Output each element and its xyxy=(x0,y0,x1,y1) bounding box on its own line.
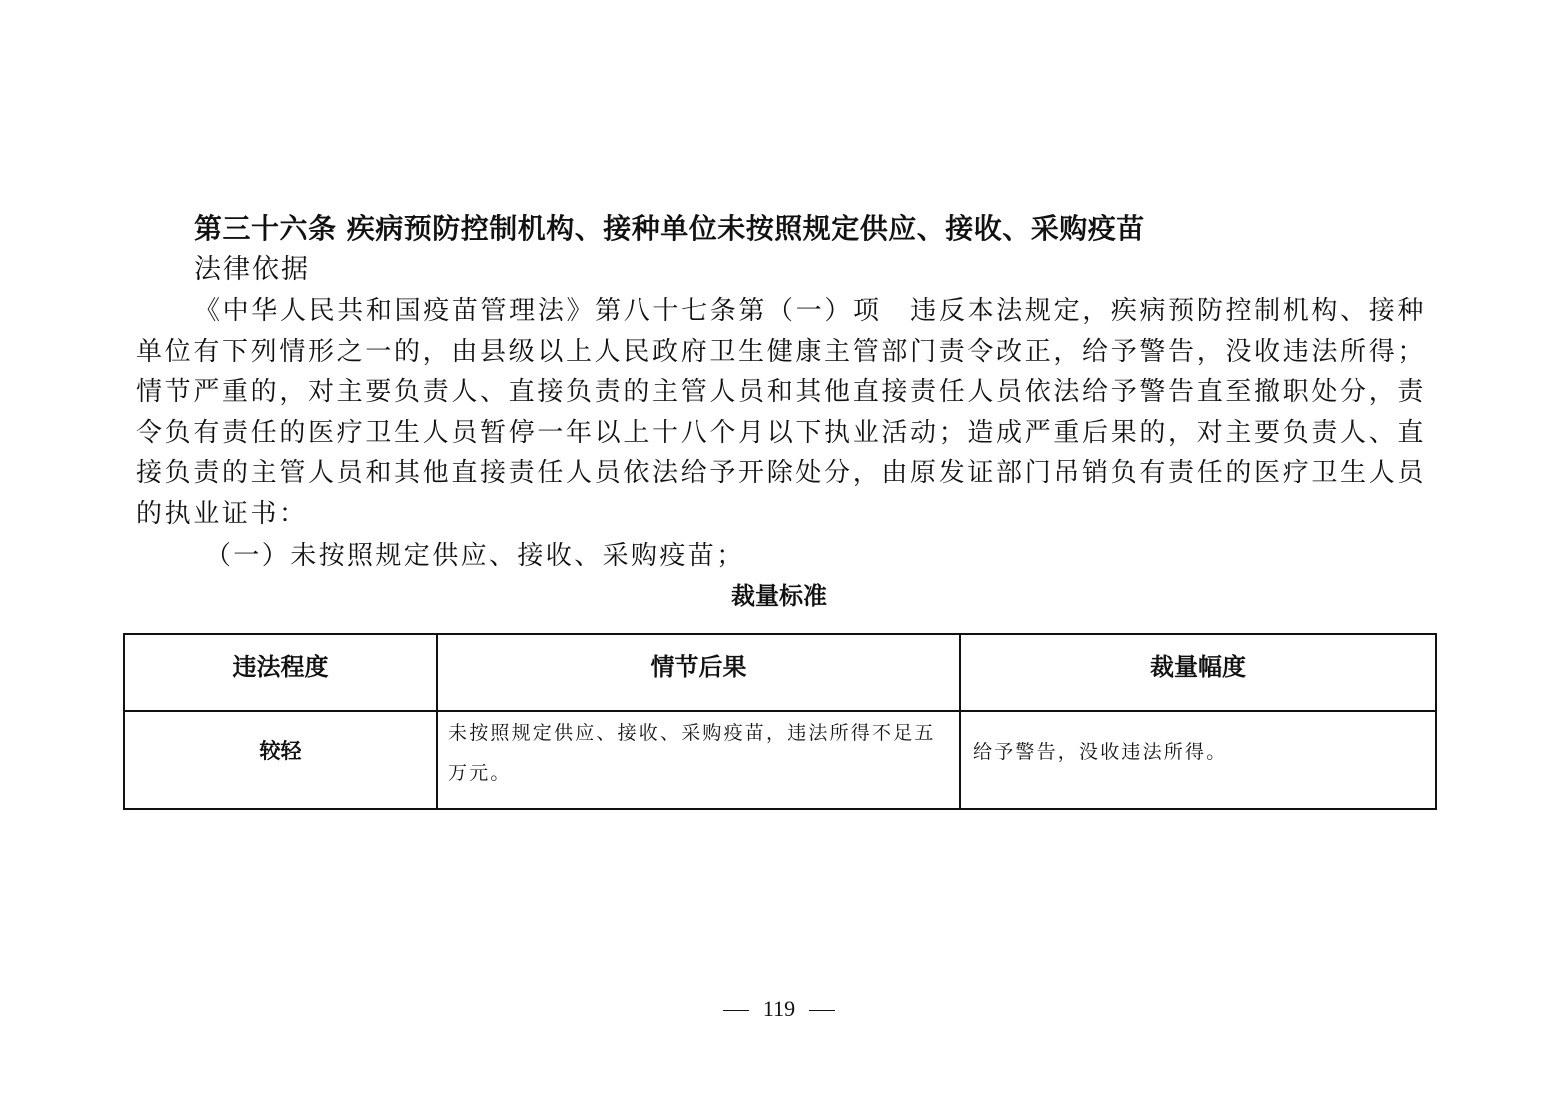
table-caption: 裁量标准 xyxy=(731,582,827,610)
legal-basis-label: 法律依据 xyxy=(194,254,310,285)
page-footer xyxy=(0,993,1558,1025)
cell-penalty-range: 给予警告，没收违法所得。 xyxy=(960,711,1436,809)
header-circumstances: 情节后果 xyxy=(437,634,960,711)
table-header-row xyxy=(124,634,1436,711)
header-violation-level: 违法程度 xyxy=(124,634,437,711)
cell-circumstances: 未按照规定供应、接收、采购疫苗，违法所得不足五万元。 xyxy=(437,711,960,809)
item-one-text: （一）未按照规定供应、接收、采购疫苗； xyxy=(205,541,745,571)
article-title: 第三十六条 疾病预防控制机构、接种单位未按照规定供应、接收、采购疫苗 xyxy=(194,212,1145,245)
page-number: 119 xyxy=(762,996,796,1021)
discretion-standards-table xyxy=(123,633,1437,810)
header-penalty-range: 裁量幅度 xyxy=(960,634,1436,711)
legal-text-paragraph: 《中华人民共和国疫苗管理法》第八十七条第（一）项 违反本法规定，疾病预防控制机构、接种单位有下列情形之一的，由县级以上人民政府卫生健康主管部门责令改正，给予警告，没收违法所得；情节严重的，对主要负责人、直接负责的主管人员和其他直接责任人员依法给予警告直至撤职处分，责令负有责任的医疗卫生人员暂停一年以上十八个月以下执业活动；造成严重后果的，对主要负责人、直接负责的主管人员和其他直接责任人员依法给予开除处分，由原发证部门吊销负有责任的医疗卫生人员的执业证书： xyxy=(136,296,1426,529)
right-dash xyxy=(809,1010,835,1011)
cell-violation-level: 较轻 xyxy=(124,711,437,809)
table-row xyxy=(124,711,1436,809)
left-dash xyxy=(723,1010,749,1011)
